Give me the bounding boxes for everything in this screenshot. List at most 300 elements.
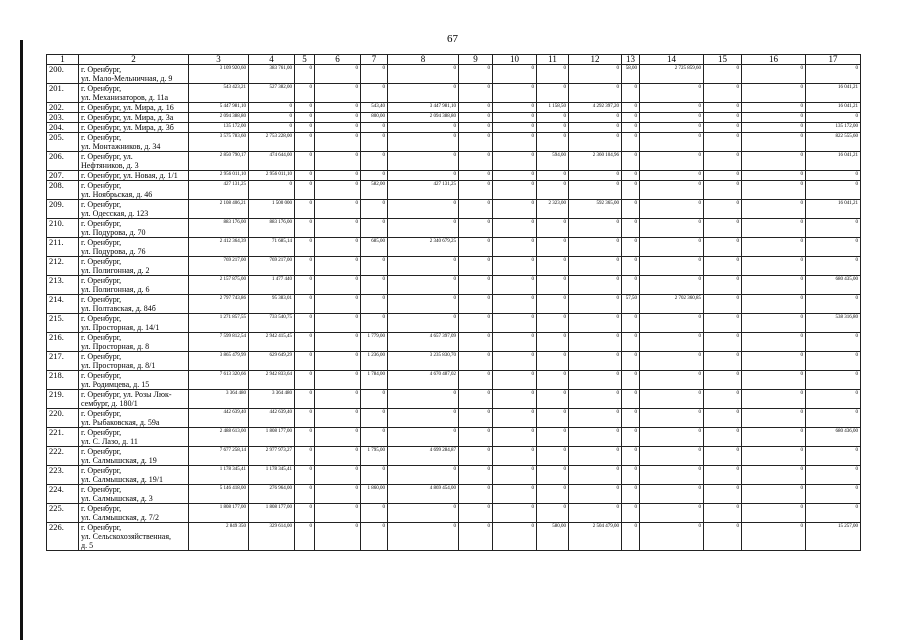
value-cell: 0 (388, 84, 459, 103)
value-cell: 0 (704, 257, 742, 276)
value-cell: 0 (704, 133, 742, 152)
value-cell: 0 (295, 352, 315, 371)
value-cell: 0 (742, 409, 806, 428)
value-cell: 0 (704, 295, 742, 314)
value-cell: 0 (569, 352, 622, 371)
table-row (47, 314, 861, 333)
row-number: 224. (47, 485, 79, 504)
value-cell: 0 (569, 276, 622, 295)
value-cell: 1 808 177,00 (249, 428, 295, 447)
value-cell: 0 (315, 181, 361, 200)
value-cell: 0 (493, 200, 537, 219)
value-cell: 0 (459, 428, 493, 447)
value-cell: 0 (537, 84, 569, 103)
row-number: 206. (47, 152, 79, 171)
value-cell: 0 (459, 485, 493, 504)
value-cell: 0 (622, 123, 640, 133)
address-line: ул. Полигонная, д. 6 (81, 285, 150, 294)
address-line: г. Оренбург, (81, 485, 122, 494)
value-cell: 2 504 479,00 (569, 523, 622, 551)
address-cell (79, 352, 189, 371)
value-cell: 0 (361, 84, 388, 103)
value-cell: 0 (704, 65, 742, 84)
value-cell: 0 (537, 113, 569, 123)
value-cell: 0 (249, 123, 295, 133)
table-row (47, 523, 861, 551)
value-cell: 0 (537, 257, 569, 276)
value-cell: 0 (295, 333, 315, 352)
value-cell: 0 (704, 447, 742, 466)
row-number: 213. (47, 276, 79, 295)
column-header: 12 (569, 55, 622, 65)
column-header: 4 (249, 55, 295, 65)
value-cell: 685,00 (361, 238, 388, 257)
value-cell: 883 176,00 (189, 219, 249, 238)
value-cell: 0 (704, 390, 742, 409)
value-cell: 0 (742, 333, 806, 352)
address-line: г. Оренбург, ул. Мира, д. 16 (81, 103, 174, 112)
address-line: ул. Мало-Мельничная, д. 9 (81, 74, 173, 83)
address-line: д. 5 (81, 541, 94, 550)
page-number: 67 (447, 33, 458, 45)
value-cell: 0 (742, 314, 806, 333)
value-cell: 0 (537, 504, 569, 523)
value-cell: 0 (537, 485, 569, 504)
value-cell: 0 (315, 152, 361, 171)
value-cell: 0 (640, 523, 704, 551)
value-cell: 0 (640, 447, 704, 466)
value-cell: 0 (493, 181, 537, 200)
row-number: 207. (47, 171, 79, 181)
value-cell: 0 (295, 371, 315, 390)
address-line: г. Оренбург, (81, 84, 122, 93)
value-cell: 0 (640, 352, 704, 371)
table-row (47, 181, 861, 200)
table-row (47, 295, 861, 314)
value-cell: 0 (806, 371, 861, 390)
table-row (47, 123, 861, 133)
value-cell: 0 (704, 409, 742, 428)
value-cell: 0 (315, 447, 361, 466)
value-cell: 0 (388, 200, 459, 219)
value-cell: 0 (295, 65, 315, 84)
address-cell (79, 181, 189, 200)
value-cell: 329 614,00 (249, 523, 295, 551)
value-cell: 2 942 415,45 (249, 333, 295, 352)
value-cell: 0 (315, 314, 361, 333)
value-cell: 1 500 000 (249, 200, 295, 219)
value-cell: 2 942 833,64 (249, 371, 295, 390)
value-cell: 474 644,00 (249, 152, 295, 171)
value-cell: 0 (640, 333, 704, 352)
value-cell: 2 956 011,10 (249, 171, 295, 181)
value-cell: 0 (622, 219, 640, 238)
value-cell: 0 (640, 133, 704, 152)
value-cell: 0 (622, 84, 640, 103)
address-cell (79, 133, 189, 152)
value-cell: 0 (315, 238, 361, 257)
address-line: ул. Сельскохозяйственная, (81, 532, 172, 541)
value-cell: 0 (493, 333, 537, 352)
address-line: ул. Полтавская, д. 84б (81, 304, 156, 313)
row-number: 222. (47, 447, 79, 466)
value-cell: 0 (315, 276, 361, 295)
value-cell: 0 (388, 409, 459, 428)
table-row (47, 113, 861, 123)
row-number: 208. (47, 181, 79, 200)
value-cell: 0 (361, 123, 388, 133)
value-cell: 629 649,29 (249, 352, 295, 371)
column-header: 13 (622, 55, 640, 65)
value-cell: 0 (295, 200, 315, 219)
value-cell: 0 (459, 103, 493, 113)
value-cell: 0 (388, 466, 459, 485)
value-cell: 0 (493, 152, 537, 171)
value-cell: 0 (315, 257, 361, 276)
value-cell: 0 (388, 123, 459, 133)
value-cell: 0 (622, 238, 640, 257)
value-cell: 0 (742, 466, 806, 485)
value-cell: 0 (569, 409, 622, 428)
value-cell: 0 (622, 333, 640, 352)
column-header: 6 (315, 55, 361, 65)
address-cell (79, 152, 189, 171)
column-header: 8 (388, 55, 459, 65)
value-cell: 2 360 104,96 (569, 152, 622, 171)
value-cell: 0 (493, 428, 537, 447)
value-cell: 0 (315, 523, 361, 551)
value-cell: 769 217,00 (189, 257, 249, 276)
address-line: ул. Полигонная, д. 2 (81, 266, 150, 275)
column-header: 11 (537, 55, 569, 65)
value-cell: 0 (388, 133, 459, 152)
column-header: 7 (361, 55, 388, 65)
value-cell: 0 (742, 84, 806, 103)
value-cell: 0 (806, 219, 861, 238)
address-line: г. Оренбург, (81, 200, 122, 209)
address-line: ул. Просторная, д. 8 (81, 342, 150, 351)
table-row (47, 133, 861, 152)
value-cell: 0 (493, 133, 537, 152)
row-number: 205. (47, 133, 79, 152)
value-cell: 0 (640, 84, 704, 103)
value-cell: 0 (249, 113, 295, 123)
value-cell: 0 (459, 504, 493, 523)
value-cell: 0 (361, 65, 388, 84)
value-cell: 0 (295, 409, 315, 428)
address-line: г. Оренбург, (81, 295, 122, 304)
value-cell: 0 (742, 65, 806, 84)
value-cell: 0 (295, 171, 315, 181)
value-cell: 0 (742, 171, 806, 181)
value-cell: 0 (459, 238, 493, 257)
value-cell: 0 (315, 504, 361, 523)
value-cell: 0 (622, 504, 640, 523)
value-cell: 0 (537, 295, 569, 314)
value-cell: 0 (569, 219, 622, 238)
value-cell: 0 (459, 257, 493, 276)
table-row (47, 409, 861, 428)
column-header: 15 (704, 55, 742, 65)
value-cell: 0 (806, 447, 861, 466)
address-cell (79, 314, 189, 333)
table-row (47, 485, 861, 504)
value-cell: 0 (640, 466, 704, 485)
value-cell: 2 323,00 (537, 200, 569, 219)
value-cell: 2 725 859,60 (640, 65, 704, 84)
value-cell: 0 (493, 238, 537, 257)
address-line: г. Оренбург, (81, 314, 122, 323)
value-cell: 0 (388, 428, 459, 447)
value-cell: 4 670 487,02 (388, 371, 459, 390)
address-cell (79, 447, 189, 466)
value-cell: 0 (295, 504, 315, 523)
value-cell: 442 639,40 (189, 409, 249, 428)
value-cell: 0 (806, 257, 861, 276)
value-cell: 0 (388, 65, 459, 84)
value-cell: 4 292 397,20 (569, 103, 622, 113)
value-cell: 1 784,00 (361, 371, 388, 390)
value-cell: 0 (622, 113, 640, 123)
address-line: г. Оренбург, (81, 447, 122, 456)
value-cell: 0 (315, 200, 361, 219)
address-line: г. Оренбург, ул. Мира, д. 3б (81, 123, 174, 132)
value-cell: 0 (361, 133, 388, 152)
address-line: г. Оренбург, (81, 133, 122, 142)
column-header: 10 (493, 55, 537, 65)
value-cell: 0 (704, 314, 742, 333)
row-number: 221. (47, 428, 79, 447)
value-cell: 0 (742, 485, 806, 504)
value-cell: 0 (361, 523, 388, 551)
value-cell: 0 (742, 113, 806, 123)
value-cell: 0 (569, 181, 622, 200)
value-cell: 1 808 177,00 (189, 504, 249, 523)
value-cell: 733 540,75 (249, 314, 295, 333)
row-number: 223. (47, 466, 79, 485)
address-cell (79, 84, 189, 103)
value-cell: 0 (361, 428, 388, 447)
value-cell: 2 340 679,25 (388, 238, 459, 257)
address-cell (79, 238, 189, 257)
value-cell: 0 (537, 333, 569, 352)
value-cell: 0 (249, 103, 295, 113)
value-cell: 0 (742, 352, 806, 371)
address-line: г. Оренбург, (81, 238, 122, 247)
value-cell: 1 236,00 (361, 352, 388, 371)
address-line: г. Оренбург, ул. Новая, д. 1/1 (81, 171, 178, 180)
value-cell: 0 (315, 485, 361, 504)
value-cell: 0 (704, 123, 742, 133)
value-cell: 0 (742, 133, 806, 152)
value-cell: 538 316,80 (806, 314, 861, 333)
row-number: 201. (47, 84, 79, 103)
value-cell: 0 (315, 103, 361, 113)
value-cell: 0 (806, 113, 861, 123)
value-cell: 2 850 790,17 (189, 152, 249, 171)
value-cell: 0 (704, 371, 742, 390)
value-cell: 0 (537, 219, 569, 238)
column-header: 9 (459, 55, 493, 65)
value-cell: 0 (806, 504, 861, 523)
value-cell: 0 (295, 181, 315, 200)
value-cell: 0 (704, 352, 742, 371)
value-cell: 0 (295, 428, 315, 447)
value-cell: 800,00 (361, 113, 388, 123)
address-line: г. Оренбург, (81, 257, 122, 266)
value-cell: 0 (537, 428, 569, 447)
value-cell: 0 (388, 152, 459, 171)
value-cell: 0 (315, 219, 361, 238)
value-cell: 0 (537, 65, 569, 84)
value-cell: 0 (459, 390, 493, 409)
address-line: ул. Просторная, д. 8/1 (81, 361, 156, 370)
value-cell: 2 977 973,27 (249, 447, 295, 466)
column-header: 3 (189, 55, 249, 65)
value-cell: 0 (640, 152, 704, 171)
value-cell: 4 869 454,00 (388, 485, 459, 504)
address-line: ул. Салмышская, д. 19/1 (81, 475, 164, 484)
value-cell: 0 (742, 123, 806, 133)
value-cell: 1 158,50 (537, 103, 569, 113)
table-row (47, 219, 861, 238)
value-cell: 0 (537, 409, 569, 428)
value-cell: 680 435,00 (806, 276, 861, 295)
value-cell: 0 (315, 390, 361, 409)
address-line: г. Оренбург, (81, 504, 122, 513)
page-edge-bar (20, 40, 23, 640)
value-cell: 0 (742, 103, 806, 113)
address-line: ул. Родимцева, д. 15 (81, 380, 150, 389)
address-line: г. Оренбург, (81, 276, 122, 285)
address-line: ул. Монтажников, д. 34 (81, 142, 161, 151)
value-cell: 0 (315, 352, 361, 371)
value-cell: 0 (640, 113, 704, 123)
value-cell: 1 271 857,55 (189, 314, 249, 333)
address-line: ул. Салмышская, д. 7/2 (81, 513, 160, 522)
value-cell: 0 (742, 447, 806, 466)
value-cell: 383 761,00 (249, 65, 295, 84)
value-cell: 0 (704, 238, 742, 257)
value-cell: 0 (459, 371, 493, 390)
value-cell: 1 808 177,00 (249, 504, 295, 523)
value-cell: 0 (742, 257, 806, 276)
value-cell: 0 (493, 171, 537, 181)
address-cell (79, 485, 189, 504)
value-cell: 0 (537, 276, 569, 295)
value-cell: 0 (295, 276, 315, 295)
value-cell: 15 257,00 (806, 523, 861, 551)
value-cell: 0 (493, 295, 537, 314)
value-cell: 0 (742, 181, 806, 200)
address-line: г. Оренбург, (81, 181, 122, 190)
table-row (47, 152, 861, 171)
value-cell: 0 (640, 485, 704, 504)
value-cell: 0 (622, 352, 640, 371)
value-cell: 2 488 613,00 (189, 428, 249, 447)
value-cell: 0 (295, 447, 315, 466)
value-cell: 0 (493, 84, 537, 103)
value-cell: 0 (459, 123, 493, 133)
value-cell: 0 (704, 84, 742, 103)
value-cell: 0 (622, 523, 640, 551)
value-cell: 0 (295, 103, 315, 113)
value-cell: 0 (742, 428, 806, 447)
address-cell (79, 371, 189, 390)
value-cell: 680 436,00 (806, 428, 861, 447)
value-cell: 0 (388, 504, 459, 523)
row-number: 211. (47, 238, 79, 257)
value-cell: 0 (493, 123, 537, 133)
value-cell: 0 (459, 171, 493, 181)
value-cell: 0 (806, 352, 861, 371)
value-cell: 0 (249, 181, 295, 200)
value-cell: 0 (459, 352, 493, 371)
value-cell: 0 (459, 152, 493, 171)
address-line: ул. Рыбаковская, д. 59а (81, 418, 160, 427)
address-line: г. Оренбург, (81, 333, 122, 342)
address-line: ул. Подурова, д. 76 (81, 247, 146, 256)
row-number: 212. (47, 257, 79, 276)
value-cell: 427 131,25 (388, 181, 459, 200)
value-cell: 0 (493, 113, 537, 123)
column-header: 1 (47, 55, 79, 65)
value-cell: 0 (361, 295, 388, 314)
value-cell: 0 (295, 257, 315, 276)
value-cell: 0 (295, 133, 315, 152)
value-cell: 0 (361, 504, 388, 523)
value-cell: 4 699 284,87 (388, 447, 459, 466)
value-cell: 0 (704, 333, 742, 352)
value-cell: 543 423,21 (189, 84, 249, 103)
value-cell: 0 (315, 409, 361, 428)
value-cell: 0 (315, 428, 361, 447)
address-line: г. Оренбург, (81, 219, 122, 228)
row-number: 202. (47, 103, 79, 113)
value-cell: 0 (493, 103, 537, 113)
value-cell: 0 (459, 219, 493, 238)
row-number: 203. (47, 113, 79, 123)
value-cell: 7 613 320,66 (189, 371, 249, 390)
address-cell (79, 65, 189, 84)
value-cell: 0 (640, 171, 704, 181)
value-cell: 0 (537, 390, 569, 409)
value-cell: 543,40 (361, 103, 388, 113)
row-number: 220. (47, 409, 79, 428)
address-line: г. Оренбург, ул. (81, 152, 133, 161)
address-line: ул. Салмышская, д. 3 (81, 494, 153, 503)
address-cell (79, 103, 189, 113)
row-number: 209. (47, 200, 79, 219)
value-cell: 0 (361, 390, 388, 409)
value-cell: 0 (640, 276, 704, 295)
value-cell: 4 657 397,09 (388, 333, 459, 352)
value-cell: 3 364 480 (249, 390, 295, 409)
value-cell: 5 447 981,10 (189, 103, 249, 113)
value-cell: 822 555,60 (806, 133, 861, 152)
value-cell: 0 (806, 65, 861, 84)
address-cell (79, 200, 189, 219)
value-cell: 1 795,00 (361, 447, 388, 466)
value-cell: 0 (493, 257, 537, 276)
value-cell: 0 (388, 390, 459, 409)
value-cell: 0 (622, 485, 640, 504)
value-cell: 0 (806, 238, 861, 257)
address-cell (79, 409, 189, 428)
value-cell: 0 (493, 390, 537, 409)
value-cell: 0 (459, 200, 493, 219)
value-cell: 0 (459, 314, 493, 333)
